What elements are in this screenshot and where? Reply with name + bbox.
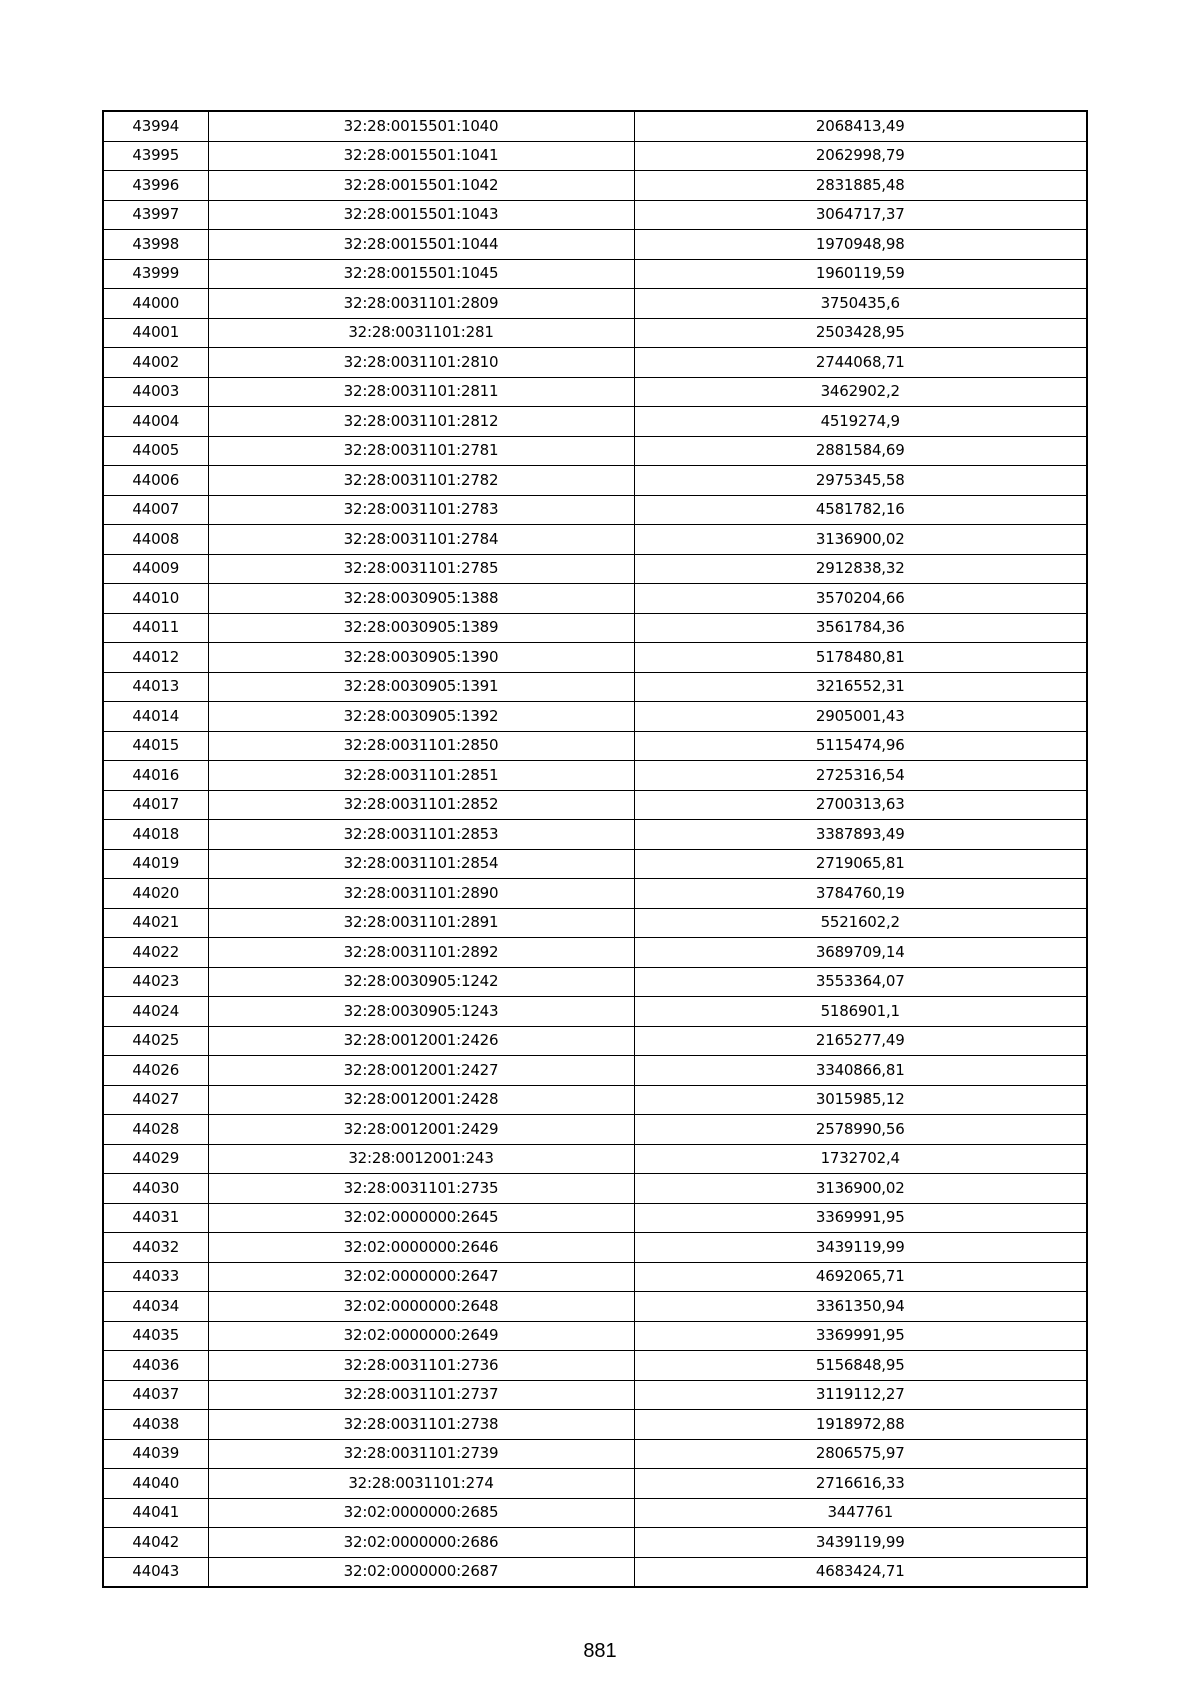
table-row bbox=[103, 171, 1087, 201]
cadastral-number-cell: 32:28:0031101:2782 bbox=[208, 466, 634, 496]
value-cell: 3570204,66 bbox=[634, 584, 1087, 614]
cadastral-number-cell: 32:28:0015501:1041 bbox=[208, 141, 634, 171]
table-row bbox=[103, 1292, 1087, 1322]
value-cell: 3361350,94 bbox=[634, 1292, 1087, 1322]
value-cell: 2578990,56 bbox=[634, 1115, 1087, 1145]
row-number-cell: 44006 bbox=[103, 466, 208, 496]
value-cell: 3784760,19 bbox=[634, 879, 1087, 909]
value-cell: 5186901,1 bbox=[634, 997, 1087, 1027]
value-cell: 2912838,32 bbox=[634, 554, 1087, 584]
value-cell: 3439119,99 bbox=[634, 1233, 1087, 1263]
cadastral-number-cell: 32:28:0015501:1045 bbox=[208, 259, 634, 289]
value-cell: 2700313,63 bbox=[634, 790, 1087, 820]
cadastral-number-cell: 32:28:0031101:2737 bbox=[208, 1380, 634, 1410]
row-number-cell: 44009 bbox=[103, 554, 208, 584]
value-cell: 2068413,49 bbox=[634, 111, 1087, 141]
value-cell: 3369991,95 bbox=[634, 1203, 1087, 1233]
row-number-cell: 44022 bbox=[103, 938, 208, 968]
value-cell: 2806575,97 bbox=[634, 1439, 1087, 1469]
cadastral-number-cell: 32:28:0012001:2428 bbox=[208, 1085, 634, 1115]
cadastral-number-cell: 32:28:0031101:2854 bbox=[208, 849, 634, 879]
table-row bbox=[103, 1380, 1087, 1410]
value-cell: 5156848,95 bbox=[634, 1351, 1087, 1381]
cadastral-number-cell: 32:28:0015501:1043 bbox=[208, 200, 634, 230]
value-cell: 2503428,95 bbox=[634, 318, 1087, 348]
table-row bbox=[103, 1262, 1087, 1292]
value-cell: 2831885,48 bbox=[634, 171, 1087, 201]
table-row bbox=[103, 1557, 1087, 1587]
row-number-cell: 44024 bbox=[103, 997, 208, 1027]
row-number-cell: 44010 bbox=[103, 584, 208, 614]
table-row bbox=[103, 820, 1087, 850]
row-number-cell: 44012 bbox=[103, 643, 208, 673]
row-number-cell: 44020 bbox=[103, 879, 208, 909]
value-cell: 4692065,71 bbox=[634, 1262, 1087, 1292]
table-row bbox=[103, 613, 1087, 643]
cadastral-number-cell: 32:28:0031101:2853 bbox=[208, 820, 634, 850]
table-row bbox=[103, 849, 1087, 879]
table-row bbox=[103, 200, 1087, 230]
row-number-cell: 44008 bbox=[103, 525, 208, 555]
value-cell: 3439119,99 bbox=[634, 1528, 1087, 1558]
row-number-cell: 44023 bbox=[103, 967, 208, 997]
table-row bbox=[103, 1144, 1087, 1174]
table-row bbox=[103, 1233, 1087, 1263]
cadastral-number-cell: 32:28:0012001:2426 bbox=[208, 1026, 634, 1056]
cadastral-number-cell: 32:28:0031101:2811 bbox=[208, 377, 634, 407]
value-cell: 2062998,79 bbox=[634, 141, 1087, 171]
value-cell: 1960119,59 bbox=[634, 259, 1087, 289]
cadastral-value-table bbox=[102, 110, 1088, 1588]
row-number-cell: 44016 bbox=[103, 761, 208, 791]
cadastral-number-cell: 32:28:0031101:274 bbox=[208, 1469, 634, 1499]
row-number-cell: 44014 bbox=[103, 702, 208, 732]
row-number-cell: 44007 bbox=[103, 495, 208, 525]
value-cell: 2881584,69 bbox=[634, 436, 1087, 466]
row-number-cell: 44028 bbox=[103, 1115, 208, 1145]
row-number-cell: 44026 bbox=[103, 1056, 208, 1086]
row-number-cell: 44027 bbox=[103, 1085, 208, 1115]
value-cell: 2744068,71 bbox=[634, 348, 1087, 378]
cadastral-number-cell: 32:28:0031101:2851 bbox=[208, 761, 634, 791]
row-number-cell: 44003 bbox=[103, 377, 208, 407]
row-number-cell: 44005 bbox=[103, 436, 208, 466]
row-number-cell: 43996 bbox=[103, 171, 208, 201]
table-row bbox=[103, 1469, 1087, 1499]
cadastral-number-cell: 32:28:0031101:2890 bbox=[208, 879, 634, 909]
table-row bbox=[103, 643, 1087, 673]
cadastral-number-cell: 32:28:0030905:1390 bbox=[208, 643, 634, 673]
value-cell: 3136900,02 bbox=[634, 525, 1087, 555]
value-cell: 1732702,4 bbox=[634, 1144, 1087, 1174]
row-number-cell: 44019 bbox=[103, 849, 208, 879]
row-number-cell: 44037 bbox=[103, 1380, 208, 1410]
value-cell: 3689709,14 bbox=[634, 938, 1087, 968]
value-cell: 2716616,33 bbox=[634, 1469, 1087, 1499]
table-row bbox=[103, 554, 1087, 584]
value-cell: 3369991,95 bbox=[634, 1321, 1087, 1351]
value-cell: 3462902,2 bbox=[634, 377, 1087, 407]
value-cell: 4581782,16 bbox=[634, 495, 1087, 525]
row-number-cell: 44029 bbox=[103, 1144, 208, 1174]
cadastral-number-cell: 32:28:0031101:2785 bbox=[208, 554, 634, 584]
table-row bbox=[103, 908, 1087, 938]
row-number-cell: 44042 bbox=[103, 1528, 208, 1558]
cadastral-number-cell: 32:02:0000000:2645 bbox=[208, 1203, 634, 1233]
value-cell: 3447761 bbox=[634, 1498, 1087, 1528]
value-cell: 2719065,81 bbox=[634, 849, 1087, 879]
row-number-cell: 44041 bbox=[103, 1498, 208, 1528]
cadastral-number-cell: 32:28:0031101:2781 bbox=[208, 436, 634, 466]
cadastral-number-cell: 32:28:0030905:1392 bbox=[208, 702, 634, 732]
value-cell: 3015985,12 bbox=[634, 1085, 1087, 1115]
table-row bbox=[103, 967, 1087, 997]
table-row bbox=[103, 1203, 1087, 1233]
cadastral-number-cell: 32:28:0015501:1044 bbox=[208, 230, 634, 260]
cadastral-number-cell: 32:28:0030905:1243 bbox=[208, 997, 634, 1027]
cadastral-number-cell: 32:28:0031101:2852 bbox=[208, 790, 634, 820]
cadastral-number-cell: 32:28:0031101:2735 bbox=[208, 1174, 634, 1204]
table-row bbox=[103, 495, 1087, 525]
row-number-cell: 44013 bbox=[103, 672, 208, 702]
value-cell: 1918972,88 bbox=[634, 1410, 1087, 1440]
value-cell: 4683424,71 bbox=[634, 1557, 1087, 1587]
table-row bbox=[103, 318, 1087, 348]
cadastral-number-cell: 32:28:0031101:2739 bbox=[208, 1439, 634, 1469]
cadastral-number-cell: 32:28:0012001:2429 bbox=[208, 1115, 634, 1145]
value-cell: 2725316,54 bbox=[634, 761, 1087, 791]
row-number-cell: 44017 bbox=[103, 790, 208, 820]
row-number-cell: 44032 bbox=[103, 1233, 208, 1263]
cadastral-number-cell: 32:28:0012001:2427 bbox=[208, 1056, 634, 1086]
value-cell: 3561784,36 bbox=[634, 613, 1087, 643]
table-row bbox=[103, 761, 1087, 791]
table-row bbox=[103, 407, 1087, 437]
row-number-cell: 44036 bbox=[103, 1351, 208, 1381]
value-cell: 5521602,2 bbox=[634, 908, 1087, 938]
cadastral-number-cell: 32:02:0000000:2647 bbox=[208, 1262, 634, 1292]
cadastral-number-cell: 32:28:0012001:243 bbox=[208, 1144, 634, 1174]
value-cell: 3387893,49 bbox=[634, 820, 1087, 850]
row-number-cell: 43994 bbox=[103, 111, 208, 141]
row-number-cell: 44039 bbox=[103, 1439, 208, 1469]
row-number-cell: 44030 bbox=[103, 1174, 208, 1204]
cadastral-number-cell: 32:28:0031101:2850 bbox=[208, 731, 634, 761]
table-row bbox=[103, 1321, 1087, 1351]
row-number-cell: 44001 bbox=[103, 318, 208, 348]
table-row bbox=[103, 879, 1087, 909]
table-row bbox=[103, 1410, 1087, 1440]
cadastral-number-cell: 32:28:0015501:1040 bbox=[208, 111, 634, 141]
row-number-cell: 44040 bbox=[103, 1469, 208, 1499]
row-number-cell: 44015 bbox=[103, 731, 208, 761]
table-row bbox=[103, 1026, 1087, 1056]
table-row bbox=[103, 289, 1087, 319]
table-row bbox=[103, 1174, 1087, 1204]
value-cell: 4519274,9 bbox=[634, 407, 1087, 437]
row-number-cell: 44033 bbox=[103, 1262, 208, 1292]
cadastral-number-cell: 32:28:0031101:2809 bbox=[208, 289, 634, 319]
value-cell: 2165277,49 bbox=[634, 1026, 1087, 1056]
row-number-cell: 44035 bbox=[103, 1321, 208, 1351]
row-number-cell: 44004 bbox=[103, 407, 208, 437]
table-row bbox=[103, 1351, 1087, 1381]
row-number-cell: 44031 bbox=[103, 1203, 208, 1233]
cadastral-number-cell: 32:28:0030905:1388 bbox=[208, 584, 634, 614]
cadastral-number-cell: 32:02:0000000:2646 bbox=[208, 1233, 634, 1263]
cadastral-number-cell: 32:28:0031101:2738 bbox=[208, 1410, 634, 1440]
row-number-cell: 44000 bbox=[103, 289, 208, 319]
value-cell: 3216552,31 bbox=[634, 672, 1087, 702]
table-row bbox=[103, 584, 1087, 614]
page-number: 881 bbox=[583, 1640, 617, 1662]
table-row bbox=[103, 377, 1087, 407]
row-number-cell: 43998 bbox=[103, 230, 208, 260]
table-row bbox=[103, 259, 1087, 289]
table-row bbox=[103, 731, 1087, 761]
cadastral-number-cell: 32:02:0000000:2687 bbox=[208, 1557, 634, 1587]
cadastral-number-cell: 32:28:0031101:2812 bbox=[208, 407, 634, 437]
table-row bbox=[103, 1498, 1087, 1528]
cadastral-number-cell: 32:28:0031101:2783 bbox=[208, 495, 634, 525]
table-row bbox=[103, 1439, 1087, 1469]
row-number-cell: 43995 bbox=[103, 141, 208, 171]
table-row bbox=[103, 1056, 1087, 1086]
row-number-cell: 44018 bbox=[103, 820, 208, 850]
table-body bbox=[103, 111, 1087, 1587]
row-number-cell: 44038 bbox=[103, 1410, 208, 1440]
table-row bbox=[103, 525, 1087, 555]
table-row bbox=[103, 348, 1087, 378]
cadastral-number-cell: 32:28:0031101:281 bbox=[208, 318, 634, 348]
cadastral-number-cell: 32:28:0030905:1391 bbox=[208, 672, 634, 702]
value-cell: 1970948,98 bbox=[634, 230, 1087, 260]
value-cell: 3064717,37 bbox=[634, 200, 1087, 230]
row-number-cell: 43997 bbox=[103, 200, 208, 230]
value-cell: 5115474,96 bbox=[634, 731, 1087, 761]
value-cell: 3553364,07 bbox=[634, 967, 1087, 997]
cadastral-number-cell: 32:28:0031101:2736 bbox=[208, 1351, 634, 1381]
value-cell: 3119112,27 bbox=[634, 1380, 1087, 1410]
value-cell: 3340866,81 bbox=[634, 1056, 1087, 1086]
table-row bbox=[103, 1085, 1087, 1115]
table-row bbox=[103, 672, 1087, 702]
value-cell: 2905001,43 bbox=[634, 702, 1087, 732]
cadastral-number-cell: 32:28:0031101:2810 bbox=[208, 348, 634, 378]
table-row bbox=[103, 230, 1087, 260]
cadastral-number-cell: 32:02:0000000:2685 bbox=[208, 1498, 634, 1528]
table-row bbox=[103, 1528, 1087, 1558]
table-row bbox=[103, 1115, 1087, 1145]
table-row bbox=[103, 466, 1087, 496]
cadastral-number-cell: 32:28:0015501:1042 bbox=[208, 171, 634, 201]
value-cell: 3750435,6 bbox=[634, 289, 1087, 319]
table-row bbox=[103, 111, 1087, 141]
row-number-cell: 43999 bbox=[103, 259, 208, 289]
table-row bbox=[103, 790, 1087, 820]
row-number-cell: 44021 bbox=[103, 908, 208, 938]
table-row bbox=[103, 702, 1087, 732]
cadastral-number-cell: 32:28:0031101:2892 bbox=[208, 938, 634, 968]
value-cell: 3136900,02 bbox=[634, 1174, 1087, 1204]
row-number-cell: 44034 bbox=[103, 1292, 208, 1322]
row-number-cell: 44025 bbox=[103, 1026, 208, 1056]
table-row bbox=[103, 141, 1087, 171]
row-number-cell: 44043 bbox=[103, 1557, 208, 1587]
cadastral-number-cell: 32:28:0031101:2784 bbox=[208, 525, 634, 555]
cadastral-number-cell: 32:28:0031101:2891 bbox=[208, 908, 634, 938]
cadastral-number-cell: 32:02:0000000:2686 bbox=[208, 1528, 634, 1558]
cadastral-number-cell: 32:28:0030905:1242 bbox=[208, 967, 634, 997]
cadastral-number-cell: 32:02:0000000:2649 bbox=[208, 1321, 634, 1351]
table-row bbox=[103, 436, 1087, 466]
value-cell: 2975345,58 bbox=[634, 466, 1087, 496]
cadastral-number-cell: 32:02:0000000:2648 bbox=[208, 1292, 634, 1322]
value-cell: 5178480,81 bbox=[634, 643, 1087, 673]
row-number-cell: 44011 bbox=[103, 613, 208, 643]
cadastral-number-cell: 32:28:0030905:1389 bbox=[208, 613, 634, 643]
table-row bbox=[103, 938, 1087, 968]
table-row bbox=[103, 997, 1087, 1027]
row-number-cell: 44002 bbox=[103, 348, 208, 378]
